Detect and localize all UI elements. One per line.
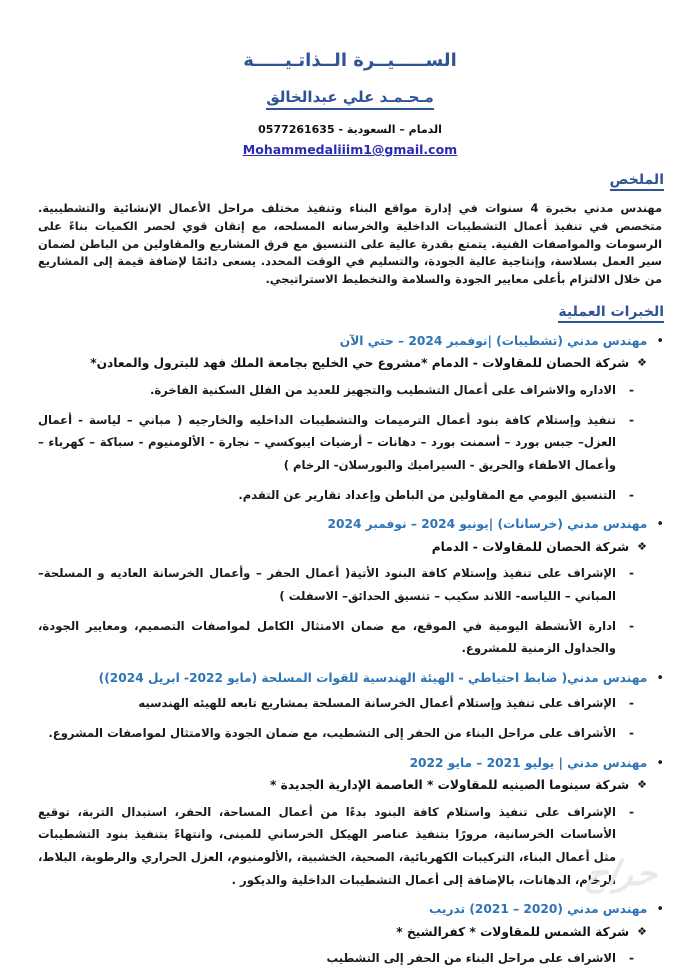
company-row: [36, 923, 664, 943]
dash-bullet-icon: -: [629, 566, 634, 581]
job-detail: الإشراف على تنفيذ واستلام كافة البنود بدءًا من أعمال المساحة، الحفر، استبدال التربة، توقيع الأساسات الخرسانية، مرورًا بتنفيذ عناصر الهيكل الخرساني للمبنى، وانتهاءً بتنفيذ بنود التشطيبات مثل أعمال البناء، التركيبات الكهربائية، الصحية، الخشبية، ,الألومنيوم، العزل الحراري والرطوبة، البلاط، الرخام، الدهانات، بالإضافة إلى أعمال التشطيبات الداخلية والديكور .: [38, 804, 617, 887]
bullet-icon: •: [656, 333, 664, 349]
job-entry: [36, 669, 664, 745]
company-row: [36, 776, 664, 796]
bullet-icon: •: [656, 517, 664, 533]
job-title-row: [36, 332, 664, 352]
experience-list: [36, 332, 664, 970]
job-entry: [36, 515, 664, 659]
dash-bullet-icon: -: [629, 696, 634, 711]
summary-text: مهندس مدني بخبرة 4 سنوات في إدارة مواقع البناء وتنفيذ مختلف مراحل الأعمال الإنشائية والتشطيبية. متخصص في تنفيذ أعمال التشطيبات الداخلية والخرسانه المسلحه، مع إتقان قوي لحصر الكميات بناءً على الرسومات والمواصفات الفنية. يتمتع بقدرة عالية على التنسيق مع فرق المشاريع والمقاولين من الباطن لضمان سير العمل بسلاسة، وإنتاجية عالية الجودة، والتسليم في الوقت المحدد. يسعى دائمًا لإضافة قيمة إلى المشاريع من خلال الالتزام بأعلى معايير الجودة والسلامة والتخطيط الاستراتيجي.: [38, 201, 662, 287]
job-title-row: [36, 900, 664, 920]
dash-bullet-icon: -: [629, 412, 634, 427]
detail-row: [36, 947, 664, 970]
job-detail: ادارة الأنشطة اليومية في الموقع، مع ضمان الامتثال الكامل لمواصفات التصميم، ومعايير الجودة، والجداول الزمنية للمشروع.: [38, 618, 617, 656]
page-title: الســـــيــرة الــذاتـيـــــة: [243, 50, 457, 71]
job-detail: الاشراف على مراحل البناء من الحفر إلى التشطيب: [326, 951, 617, 966]
detail-row: [36, 722, 664, 745]
job-title: مهندس مدني (2020 – 2021) تدريب: [428, 902, 648, 917]
diamond-bullet-icon: ❖: [637, 539, 647, 553]
dash-bullet-icon: -: [629, 725, 634, 740]
job-title-row: [36, 515, 664, 535]
bullet-icon: •: [656, 670, 664, 686]
detail-row: [36, 484, 664, 507]
summary-heading-label: الملخص: [610, 172, 664, 191]
company-name: شركة الحصان للمقاولات - الدمام: [431, 539, 630, 554]
job-title: مهندس مدني( ضابط احتياطي - الهيئة الهندسية للقوات المسلحة (مايو 2022- ابريل 2024)): [98, 670, 648, 685]
detail-row: [36, 379, 664, 402]
bullet-icon: •: [656, 902, 664, 918]
job-title-row: [36, 754, 664, 774]
job-title: مهندس مدني (خرسانات) |يونيو 2024 – نوفمبر 2024: [327, 517, 648, 532]
company-row: [36, 354, 664, 374]
company-name: شركة الشمس للمقاولات * كفرالشيخ *: [396, 924, 630, 939]
diamond-bullet-icon: ❖: [637, 778, 647, 792]
job-title-row: [36, 669, 664, 689]
company-row: [36, 538, 664, 558]
company-name: شركة الحصان للمقاولات - الدمام *مشروع حي الخليج بجامعة الملك فهد للبترول والمعادن*: [90, 356, 630, 371]
job-detail: التنسيق اليومي مع المقاولين من الباطن وإعداد تقارير عن التقدم.: [238, 487, 617, 502]
job-detail: الأشراف على مراحل البناء من الحفر إلى التشطيب، مع ضمان الجودة والامتثال لمواصفات المشروع.: [48, 725, 617, 740]
detail-row: [36, 409, 664, 477]
dash-bullet-icon: -: [629, 382, 634, 397]
job-title: مهندس مدني (تشطيبات) |نوفمبر 2024 – حتي الآن: [339, 333, 648, 348]
job-detail: الإشراف على تنفيذ وإستلام كافة البنود الأتية( أعمال الحفر – وأعمال الخرسانة العاديه و المسلحة– المباني – اللياسه- اللاند سكيب – تنسيق الحدائق– الاسفلت ): [38, 566, 617, 603]
detail-row: [36, 615, 664, 660]
job-detail: الإشراف على تنفيذ وإستلام أعمال الخرسانة المسلحة بمشاريع تابعه للهيئه الهندسيه: [138, 696, 617, 711]
detail-row: [36, 562, 664, 607]
location-phone: الدمام – السعودية - 0577261635: [258, 123, 442, 136]
detail-row: [36, 801, 664, 891]
dash-bullet-icon: -: [629, 487, 634, 502]
candidate-name: مـحـمـد علي عبدالخالق: [266, 88, 434, 110]
diamond-bullet-icon: ❖: [637, 924, 647, 938]
dash-bullet-icon: -: [629, 951, 634, 966]
job-detail: الاداره والاشراف على أعمال التشطيب والتجهيز للعديد من الفلل السكنية الفاخرة.: [149, 382, 617, 397]
diamond-bullet-icon: ❖: [637, 356, 647, 370]
job-entry: [36, 332, 664, 506]
job-entry: [36, 900, 664, 970]
experience-section-heading: [36, 304, 664, 323]
job-detail: تنفيذ وإستلام كافة بنود أعمال الترميمات والتشطيبات الداخليه والخارجيه ( مباني – لياسة - أعمال العزل– جبس بورد – أسمنت بورد – دهانات – أرضيات ايبوكسي – نجارة - الألومنيوم - سباكة – كهرباء – وأعمال الاطفاء والحريق - السيراميك والبورسلان- الرخام ): [38, 412, 617, 472]
detail-row: [36, 692, 664, 715]
experience-heading-label: الخبرات العملية: [558, 304, 664, 323]
haraj-watermark: حراج: [581, 854, 662, 894]
job-entry: [36, 754, 664, 891]
dash-bullet-icon: -: [629, 804, 634, 819]
email-link[interactable]: Mohammedaliiim1@gmail.com: [242, 142, 458, 157]
dash-bullet-icon: -: [629, 618, 634, 633]
job-title: مهندس مدني | يوليو 2021 – مايو 2022: [409, 755, 648, 770]
summary-section-heading: [36, 172, 664, 191]
bullet-icon: •: [656, 755, 664, 771]
company-name: شركة سينوما الصينيه للمقاولات * العاصمة الإدارية الجديدة *: [270, 778, 630, 793]
